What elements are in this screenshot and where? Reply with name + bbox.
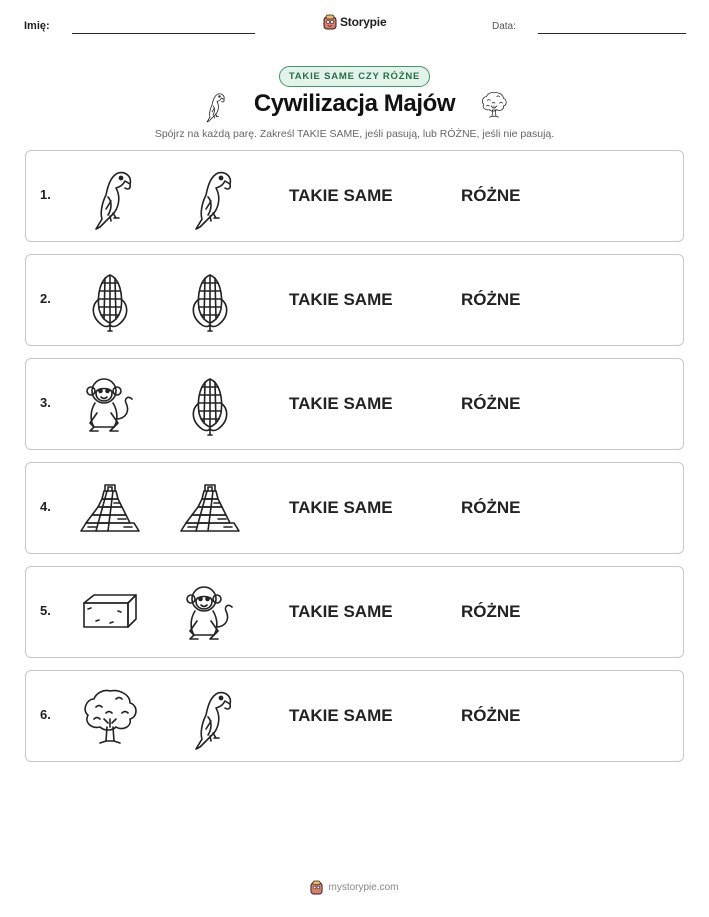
corn-icon: [178, 373, 242, 437]
question-number: 6.: [40, 707, 51, 722]
question-row: [25, 254, 684, 346]
tree-icon: [479, 90, 509, 120]
option-different[interactable]: RÓŻNE: [461, 186, 521, 205]
question-row: [25, 150, 684, 242]
option-different[interactable]: RÓŻNE: [461, 498, 521, 517]
corn-icon: [78, 269, 142, 333]
corn-icon: [178, 269, 242, 333]
storypie-mascot-icon: [310, 880, 323, 895]
monkey-icon: [178, 581, 242, 645]
footer-url[interactable]: mystorypie.com: [328, 882, 399, 893]
date-field-line[interactable]: [538, 33, 686, 34]
storypie-mascot-icon: [323, 14, 337, 30]
question-number: 1.: [40, 187, 51, 202]
brand-logo: [323, 14, 386, 30]
question-row: [25, 358, 684, 450]
monkey-icon: [78, 373, 142, 437]
footer: [0, 880, 709, 895]
option-same[interactable]: TAKIE SAME: [289, 706, 393, 725]
parrot-icon: [78, 165, 142, 229]
stone-block-icon: [78, 581, 142, 645]
date-label: Data:: [492, 21, 516, 32]
option-same[interactable]: TAKIE SAME: [289, 498, 393, 517]
parrot-icon: [178, 165, 242, 229]
option-different[interactable]: RÓŻNE: [461, 602, 521, 621]
name-field-line[interactable]: [72, 33, 255, 34]
tree-icon: [78, 685, 142, 749]
option-different[interactable]: RÓŻNE: [461, 706, 521, 725]
question-row: [25, 670, 684, 762]
pyramid-icon: [178, 477, 242, 541]
pyramid-icon: [78, 477, 142, 541]
option-same[interactable]: TAKIE SAME: [289, 290, 393, 309]
question-row: [25, 566, 684, 658]
brand-name: Storypie: [340, 15, 387, 29]
option-different[interactable]: RÓŻNE: [461, 394, 521, 413]
option-same[interactable]: TAKIE SAME: [289, 186, 393, 205]
question-number: 3.: [40, 395, 51, 410]
instructions: Spójrz na każdą parę. Zakreśl TAKIE SAME, jeśli pasują, lub RÓŻNE, jeśli nie pasują.: [154, 128, 555, 140]
question-number: 2.: [40, 291, 51, 306]
option-same[interactable]: TAKIE SAME: [289, 602, 393, 621]
name-label: Imię:: [24, 20, 50, 32]
question-number: 5.: [40, 603, 51, 618]
page-title: Cywilizacja Majów: [253, 90, 456, 117]
question-number: 4.: [40, 499, 51, 514]
parrot-icon: [178, 685, 242, 749]
category-badge: TAKIE SAME CZY RÓŻNE: [279, 66, 430, 87]
option-same[interactable]: TAKIE SAME: [289, 394, 393, 413]
option-different[interactable]: RÓŻNE: [461, 290, 521, 309]
question-row: [25, 462, 684, 554]
